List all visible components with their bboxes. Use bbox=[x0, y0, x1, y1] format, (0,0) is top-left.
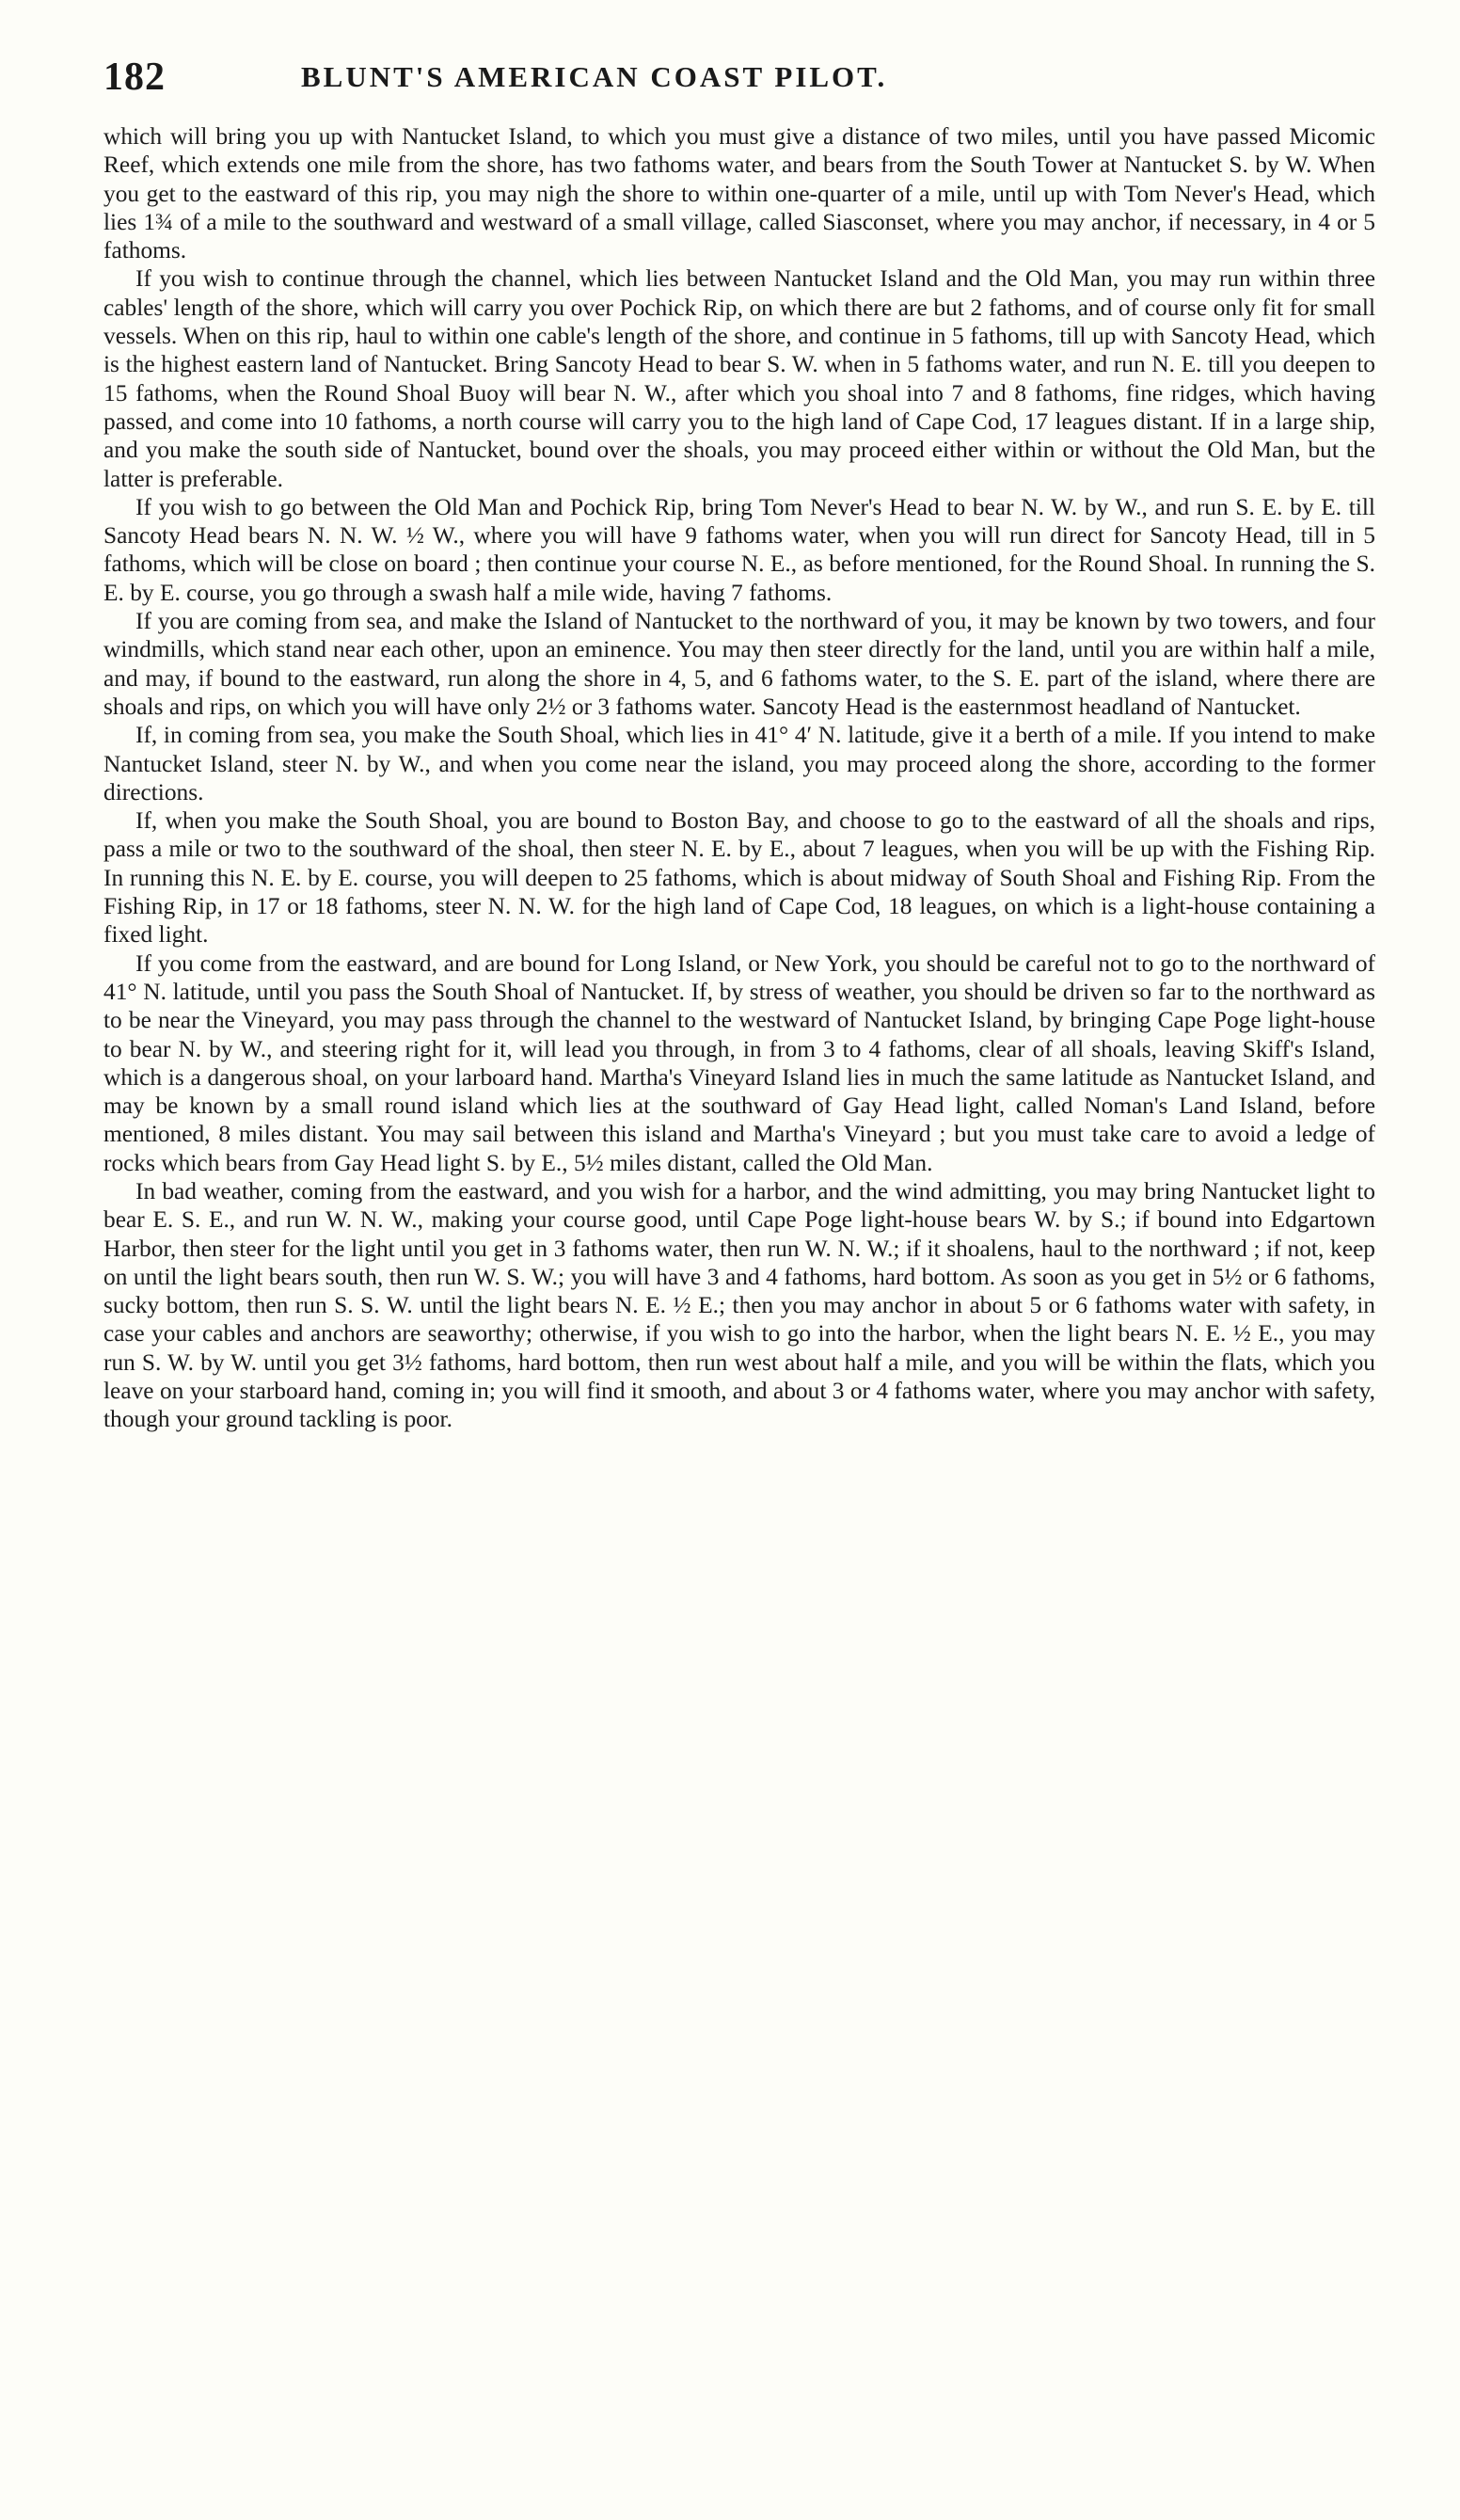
paragraph: In bad weather, coming from the eastward, and you wish for a harbor, and the wind admitting, you may bring Nantucket light to bear E. S. E., and run W. N. W., making your course good, until Cape Poge light-house bears W. by S.; if bound into Edgartown Harbor, then steer for the light until you get in 3 fathoms water, then run W. N. W.; if it shoalens, haul to the northward ; if not, keep on until the light bears south, then run W. S. W.; you will have 3 and 4 fathoms, hard bottom. As soon as you get in 5½ or 6 fathoms, sucky bottom, then run S. S. W. until the light bears N. E. ½ E.; then you may anchor in about 5 or 6 fathoms water with safety, in case your cables and anchors are seaworthy; otherwise, if you wish to go into the harbor, when the light bears N. E. ½ E., you may run S. W. by W. until you get 3½ fathoms, hard bottom, then run west about half a mile, and you will be within the flats, which you leave on your starboard hand, coming in; you will find it smooth, and about 3 or 4 fathoms water, where you may anchor with safety, though your ground tackling is poor. bbox=[103, 1177, 1375, 1433]
paragraph: If you are coming from sea, and make the Island of Nantucket to the northward of you, it may be known by two towers, and four windmills, which stand near each other, upon an eminence. You may then steer directly for the land, until you are within half a mile, and may, if bound to the eastward, run along the shore in 4, 5, and 6 fathoms water, to the S. E. part of the island, where there are shoals and rips, on which you will have only 2½ or 3 fathoms water. Sancoty Head is the easternmost headland of Nantucket. bbox=[103, 608, 1375, 720]
page-header bbox=[103, 55, 1373, 102]
paragraph: If you come from the eastward, and are bound for Long Island, or New York, you should be careful not to go to the northward of 41° N. latitude, until you pass the South Shoal of Nantucket. If, by stress of weather, you should be driven so far to the northward as to be near the Vineyard, you may pass through the channel to the westward of Nantucket Island, by bringing Cape Poge light-house to bear N. by W., and steering right for it, will lead you through, in from 3 to 4 fathoms, clear of all shoals, leaving Skiff's Island, which is a dangerous shoal, on your larboard hand. Martha's Vineyard Island lies in much the same latitude as Nantucket Island, and may be known by a small round island which lies at the southward of Gay Head light, called Noman's Land Island, before mentioned, 8 miles distant. You may sail between this island and Martha's Vineyard ; but you must take care to avoid a ledge of rocks which bears from Gay Head light S. by E., 5½ miles distant, called the Old Man. bbox=[103, 949, 1375, 1176]
body-text bbox=[103, 122, 1375, 1434]
paragraph: which will bring you up with Nantucket Island, to which you must give a distance of two miles, until you have passed Micomic Reef, which extends one mile from the shore, has two fathoms water, and bears from the South Tower at Nantucket S. by W. When you get to the eastward of this rip, you may nigh the shore to within one-quarter of a mile, until up with Tom Never's Head, which lies 1¾ of a mile to the southward and westward of a small village, called Siasconset, where you may anchor, if necessary, in 4 or 5 fathoms. bbox=[103, 123, 1375, 264]
running-head: BLUNT'S AMERICAN COAST PILOT. bbox=[301, 60, 888, 93]
paragraph: If, when you make the South Shoal, you are bound to Boston Bay, and choose to go to the eastward of all the shoals and rips, pass a mile or two to the southward of the shoal, then steer N. E. by E., about 7 leagues, when you will be up with the Fishing Rip. In running this N. E. by E. course, you will deepen to 25 fathoms, which is about midway of South Shoal and Fishing Rip. From the Fishing Rip, in 17 or 18 fathoms, steer N. N. W. for the high land of Cape Cod, 18 leagues, on which is a light-house containing a fixed light. bbox=[103, 807, 1375, 949]
paragraph: If you wish to continue through the channel, which lies between Nantucket Island and the Old Man, you may run within three cables' length of the shore, which will carry you over Pochick Rip, on which there are but 2 fathoms, and of course only fit for small vessels. When on this rip, haul to within one cable's length of the shore, and continue in 5 fathoms, till up with Sancoty Head, which is the highest eastern land of Nantucket. Bring Sancoty Head to bear S. W. when in 5 fathoms water, and run N. E. till you deepen to 15 fathoms, when the Round Shoal Buoy will bear N. W., after which you shoal into 7 and 8 fathoms, fine ridges, which having passed, and come into 10 fathoms, a north course will carry you to the high land of Cape Cod, 17 leagues distant. If in a large ship, and you make the south side of Nantucket, bound over the shoals, you may proceed either within or without the Old Man, but the latter is preferable. bbox=[103, 265, 1375, 492]
page-number: 182 bbox=[103, 56, 166, 99]
paragraph: If you wish to go between the Old Man and Pochick Rip, bring Tom Never's Head to bear N. W. by W., and run S. E. by E. till Sancoty Head bears N. N. W. ½ W., where you will have 9 fathoms water, when you will run direct for Sancoty Head, till in 5 fathoms, which will be close on board ; then continue your course N. E., as before mentioned, for the Round Shoal. In running the S. E. by E. course, you go through a swash half a mile wide, having 7 fathoms. bbox=[103, 493, 1375, 606]
paragraph: If, in coming from sea, you make the South Shoal, which lies in 41° 4′ N. latitude, give it a berth of a mile. If you intend to make Nantucket Island, steer N. by W., and when you come near the island, you may proceed along the shore, according to the former directions. bbox=[103, 722, 1375, 805]
